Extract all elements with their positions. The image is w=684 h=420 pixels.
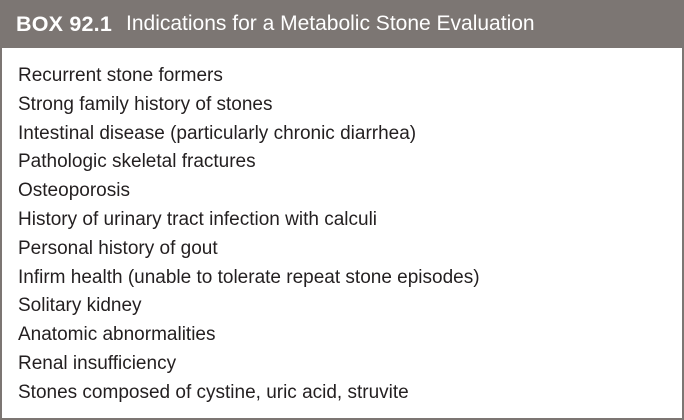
- list-item: Solitary kidney: [18, 295, 142, 317]
- list-item: Osteoporosis: [18, 180, 130, 202]
- list-item: Recurrent stone formers: [18, 65, 223, 86]
- list-item: Stones composed of cystine, uric acid, struvite: [18, 381, 409, 403]
- list-item: Pathologic skeletal fractures: [18, 151, 256, 173]
- list-item: Infirm health (unable to tolerate repeat stone episodes): [18, 266, 480, 288]
- list-item: Strong family history of stones: [18, 93, 273, 115]
- list-item: History of urinary tract infection with calculi: [18, 208, 378, 230]
- list-item: Personal history of gout: [18, 237, 218, 259]
- box-title: Indications for a Metabolic Stone Evaluation: [126, 12, 535, 35]
- box-label: BOX 92.1: [16, 11, 113, 36]
- indication-list: [18, 62, 682, 408]
- list-item: Renal insufficiency: [18, 352, 177, 374]
- box-body: [2, 48, 682, 418]
- list-item: Intestinal disease (particularly chronic diarrhea): [18, 122, 417, 144]
- box-header: [2, 0, 682, 48]
- list-item: Anatomic abnormalities: [18, 324, 216, 346]
